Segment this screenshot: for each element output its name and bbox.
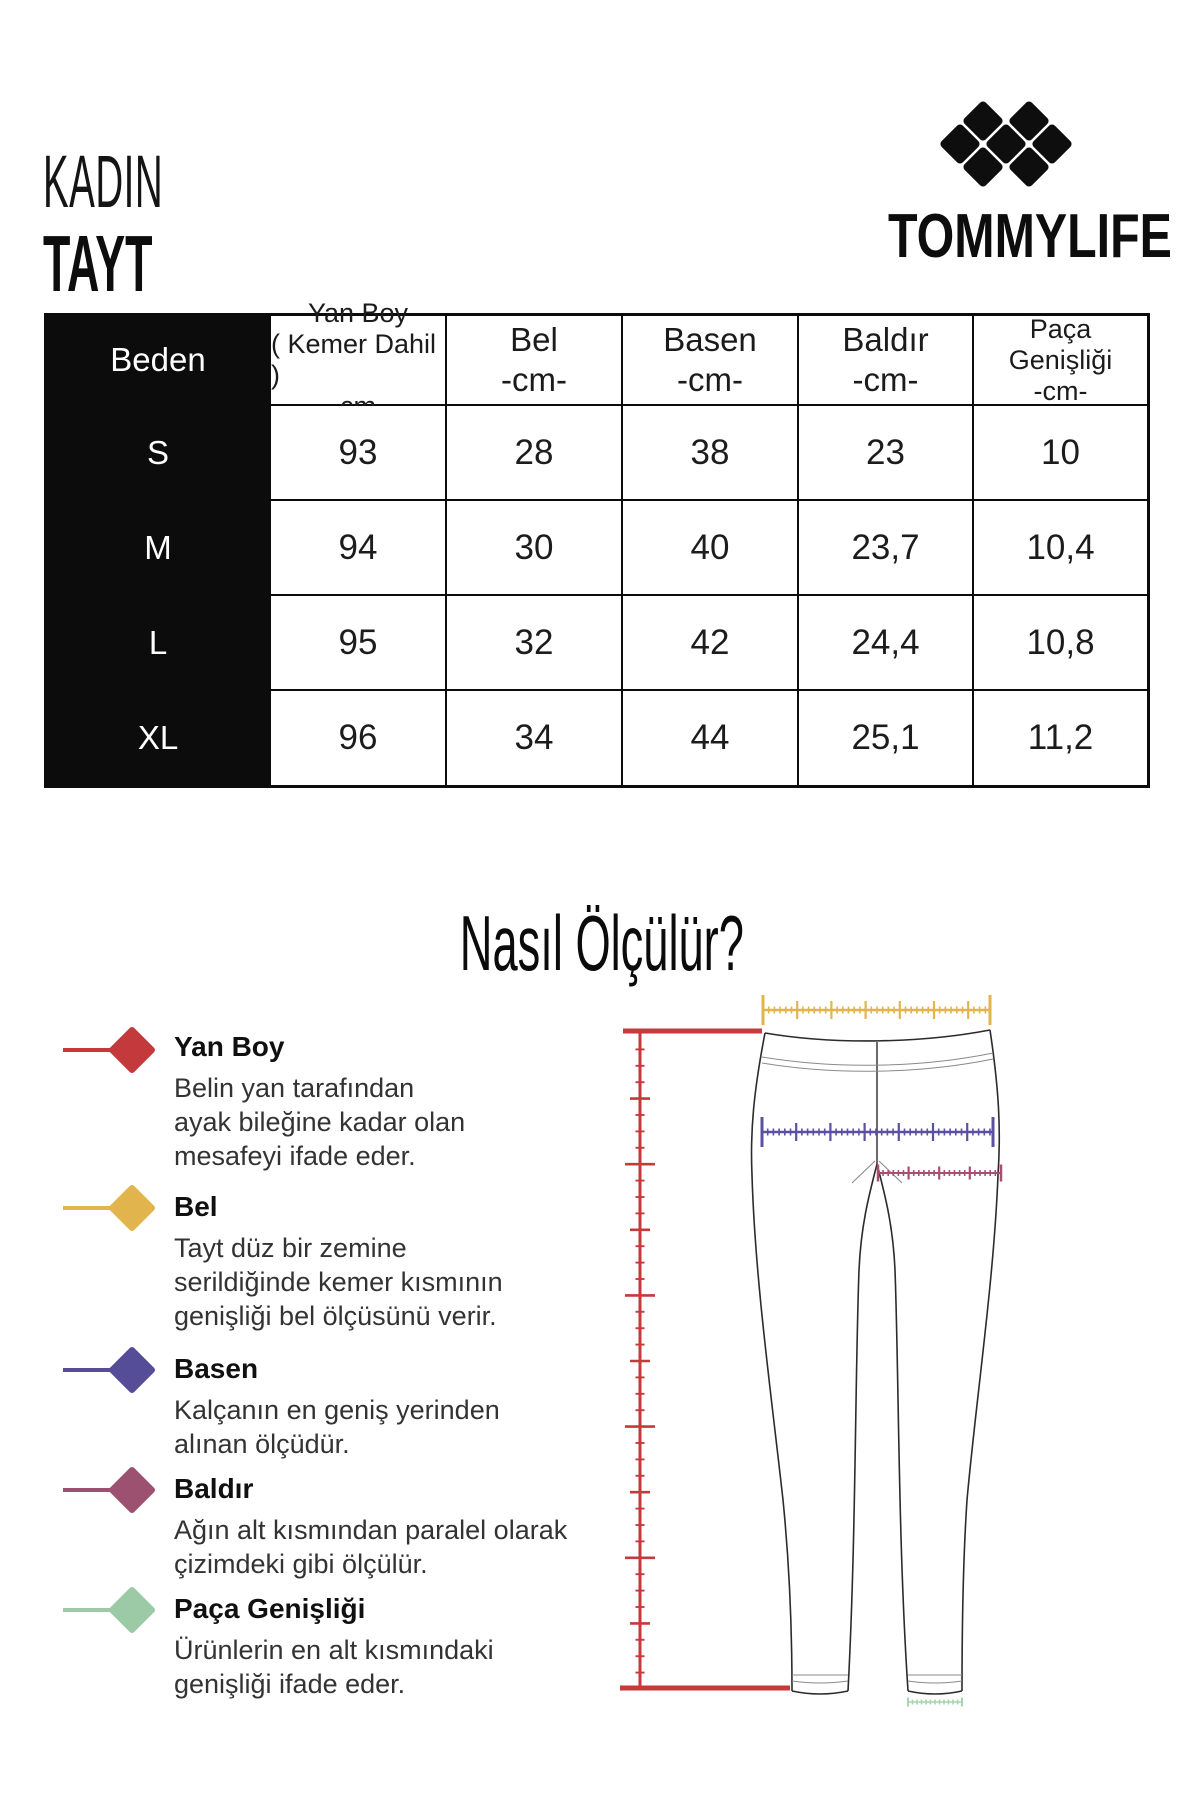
- size-table: [44, 298, 1150, 788]
- table-row-size: S: [47, 406, 271, 501]
- brand-name: TOMMYLIFE: [888, 202, 1172, 271]
- table-row-size: M: [47, 501, 271, 596]
- brand-logo: [938, 99, 1078, 196]
- bel-diamond-icon: [60, 1180, 172, 1236]
- product-title: [43, 219, 239, 308]
- paca-ruler: [908, 1698, 962, 1707]
- table-cell: 10,8: [974, 596, 1147, 691]
- how-to-measure-title: Nasıl Ölçülür?: [459, 899, 744, 987]
- yan-boy-diamond-icon: [60, 1022, 172, 1078]
- table-cell: 95: [271, 596, 447, 691]
- category-title-text: KADIN: [43, 140, 164, 223]
- table-row-size: L: [47, 596, 271, 691]
- table-row-size: XL: [47, 691, 271, 785]
- table-cell: 30: [447, 501, 623, 596]
- legend-label: Yan Boy: [174, 1031, 285, 1062]
- table-header-beden: Beden: [47, 316, 271, 406]
- table-cell: 40: [623, 501, 799, 596]
- table-cell: 94: [271, 501, 447, 596]
- legend-label: Basen: [174, 1353, 259, 1384]
- table-cell: 24,4: [799, 596, 974, 691]
- paca-diamond-icon: [60, 1582, 172, 1638]
- legend-item-basen: Basen Kalçanın en geniş yerinden alınan ölçüdür.: [174, 1353, 500, 1459]
- table-header-bel: Bel -cm-: [447, 316, 623, 406]
- table-cell: 10,4: [974, 501, 1147, 596]
- table-cell: 23: [799, 406, 974, 501]
- table-cell: 96: [271, 691, 447, 785]
- baldir-diamond-icon: [60, 1462, 172, 1518]
- table-cell: 93: [271, 406, 447, 501]
- category-title: [43, 140, 274, 223]
- table-cell: 32: [447, 596, 623, 691]
- legend-label: Paça Genişliği: [174, 1593, 366, 1624]
- table-cell: 25,1: [799, 691, 974, 785]
- legend-item-yan-boy: Yan Boy Belin yan tarafından ayak bileğine kadar olan mesafeyi ifade eder.: [174, 1031, 466, 1171]
- product-title-text: TAYT: [43, 219, 153, 308]
- table-cell: 28: [447, 406, 623, 501]
- yan-boy-ruler: [620, 1031, 790, 1688]
- table-header-yanboy: Yan Boy ( Kemer Dahil ): [271, 316, 447, 406]
- table-cell: 10: [974, 406, 1147, 501]
- table-cell: 23,7: [799, 501, 974, 596]
- legend-item-paca: Paça Genişliği Ürünlerin en alt kısmındaki genişliği ifade eder.: [174, 1593, 494, 1699]
- legend-label: Baldır: [174, 1473, 254, 1504]
- table-cell: 44: [623, 691, 799, 785]
- leggings-measurement-diagram: [540, 960, 1060, 1750]
- table-cell: 11,2: [974, 691, 1147, 785]
- table-header-basen: Basen -cm-: [623, 316, 799, 406]
- table-header-paca: Paça Genişliği -cm-: [974, 316, 1147, 406]
- table-cell: 42: [623, 596, 799, 691]
- baldir-ruler: [878, 1165, 1001, 1182]
- bel-ruler: [763, 995, 990, 1025]
- diamond-grid-icon: [938, 99, 1078, 191]
- legend-label: Bel: [174, 1191, 218, 1222]
- basen-diamond-icon: [60, 1342, 172, 1398]
- table-cell: 38: [623, 406, 799, 501]
- legend-item-bel: Bel Tayt düz bir zemine serildiğinde kemer kısmının genişliği bel ölçüsünü verir.: [174, 1191, 503, 1331]
- table-cell: 34: [447, 691, 623, 785]
- legend-item-baldir: Baldır Ağın alt kısmından paralel olarak çizimdeki gibi ölçülür.: [174, 1473, 568, 1579]
- table-header-baldir: Baldır -cm-: [799, 316, 974, 406]
